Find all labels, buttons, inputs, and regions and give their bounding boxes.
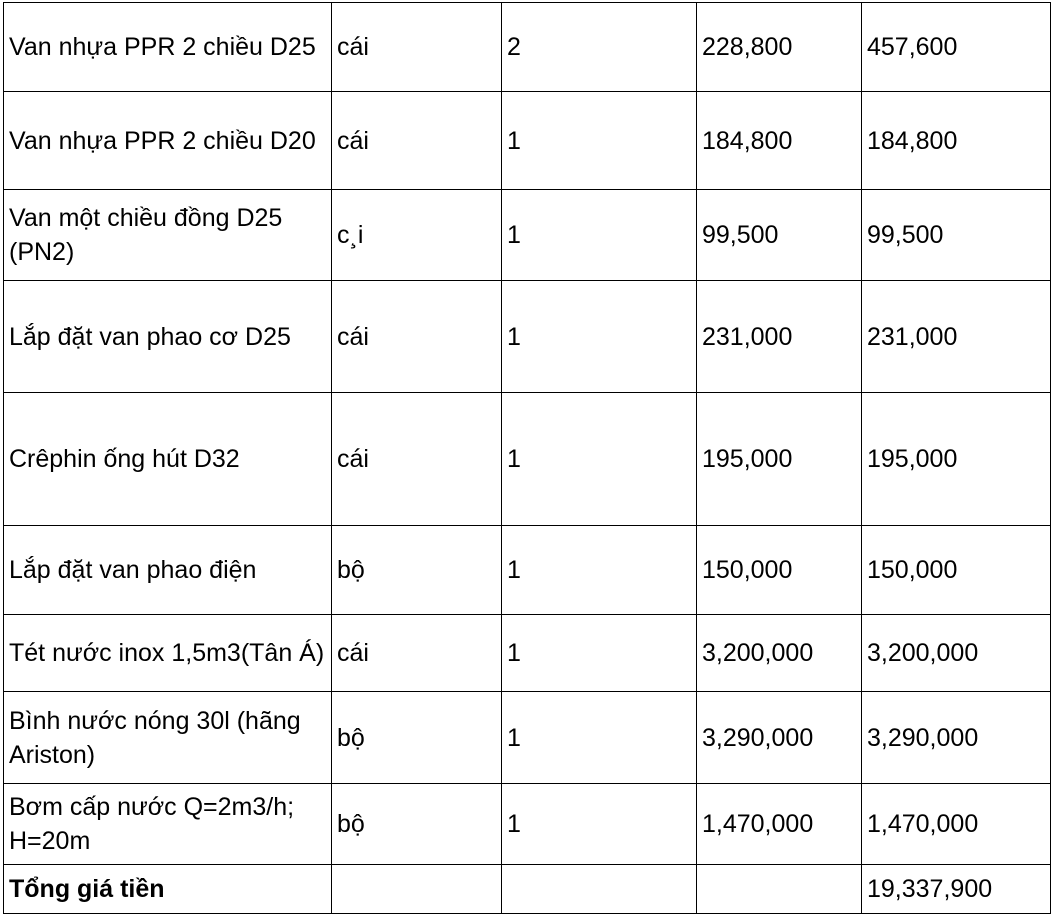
amount-cell[interactable]: 195,000: [862, 393, 1051, 526]
empty-cell[interactable]: [697, 865, 862, 914]
unit-cell[interactable]: bộ: [332, 784, 502, 865]
table-row: [4, 281, 1051, 393]
quantity-cell[interactable]: 1: [502, 784, 697, 865]
amount-cell[interactable]: 231,000: [862, 281, 1051, 393]
item-name-cell[interactable]: Bơm cấp nước Q=2m3/h; H=20m: [4, 784, 332, 865]
empty-cell[interactable]: [502, 865, 697, 914]
unit-cell[interactable]: bộ: [332, 526, 502, 615]
amount-cell[interactable]: 3,290,000: [862, 692, 1051, 784]
item-name-cell[interactable]: Tét nước inox 1,5m3(Tân Á): [4, 615, 332, 692]
quantity-cell[interactable]: 1: [502, 281, 697, 393]
unit-price-cell[interactable]: 231,000: [697, 281, 862, 393]
quantity-cell[interactable]: 1: [502, 615, 697, 692]
unit-cell[interactable]: cái: [332, 615, 502, 692]
total-label-cell[interactable]: Tổng giá tiền: [4, 865, 332, 914]
table-row: [4, 92, 1051, 190]
table-row: [4, 3, 1051, 92]
unit-cell[interactable]: cái: [332, 393, 502, 526]
table-row: [4, 393, 1051, 526]
item-name-cell[interactable]: Van nhựa PPR 2 chiều D25: [4, 3, 332, 92]
table-row: [4, 692, 1051, 784]
unit-cell[interactable]: cái: [332, 281, 502, 393]
unit-price-cell[interactable]: 195,000: [697, 393, 862, 526]
unit-price-cell[interactable]: 150,000: [697, 526, 862, 615]
amount-cell[interactable]: 3,200,000: [862, 615, 1051, 692]
unit-price-cell[interactable]: 99,500: [697, 190, 862, 281]
quantity-cell[interactable]: 1: [502, 92, 697, 190]
item-name-cell[interactable]: Van một chiều đồng D25 (PN2): [4, 190, 332, 281]
table-row: [4, 615, 1051, 692]
quantity-cell[interactable]: 1: [502, 692, 697, 784]
item-name-cell[interactable]: Lắp đặt van phao cơ D25: [4, 281, 332, 393]
table-row: [4, 784, 1051, 865]
unit-price-cell[interactable]: 1,470,000: [697, 784, 862, 865]
amount-cell[interactable]: 184,800: [862, 92, 1051, 190]
unit-cell[interactable]: cái: [332, 92, 502, 190]
unit-cell[interactable]: cái: [332, 3, 502, 92]
empty-cell[interactable]: [332, 865, 502, 914]
unit-price-cell[interactable]: 3,290,000: [697, 692, 862, 784]
total-amount-cell[interactable]: 19,337,900: [862, 865, 1051, 914]
amount-cell[interactable]: 457,600: [862, 3, 1051, 92]
quantity-cell[interactable]: 1: [502, 526, 697, 615]
amount-cell[interactable]: 150,000: [862, 526, 1051, 615]
item-name-cell[interactable]: Van nhựa PPR 2 chiều D20: [4, 92, 332, 190]
unit-price-cell[interactable]: 184,800: [697, 92, 862, 190]
total-row: [4, 865, 1051, 914]
unit-cell[interactable]: bộ: [332, 692, 502, 784]
unit-price-cell[interactable]: 228,800: [697, 3, 862, 92]
unit-cell[interactable]: c¸i: [332, 190, 502, 281]
unit-price-cell[interactable]: 3,200,000: [697, 615, 862, 692]
table-row: [4, 526, 1051, 615]
item-name-cell[interactable]: Bình nước nóng 30l (hãng Ariston): [4, 692, 332, 784]
item-name-cell[interactable]: Lắp đặt van phao điện: [4, 526, 332, 615]
cost-table: [3, 2, 1051, 914]
amount-cell[interactable]: 99,500: [862, 190, 1051, 281]
amount-cell[interactable]: 1,470,000: [862, 784, 1051, 865]
quantity-cell[interactable]: 1: [502, 393, 697, 526]
table-row: [4, 190, 1051, 281]
item-name-cell[interactable]: Crêphin ống hút D32: [4, 393, 332, 526]
quantity-cell[interactable]: 2: [502, 3, 697, 92]
quantity-cell[interactable]: 1: [502, 190, 697, 281]
